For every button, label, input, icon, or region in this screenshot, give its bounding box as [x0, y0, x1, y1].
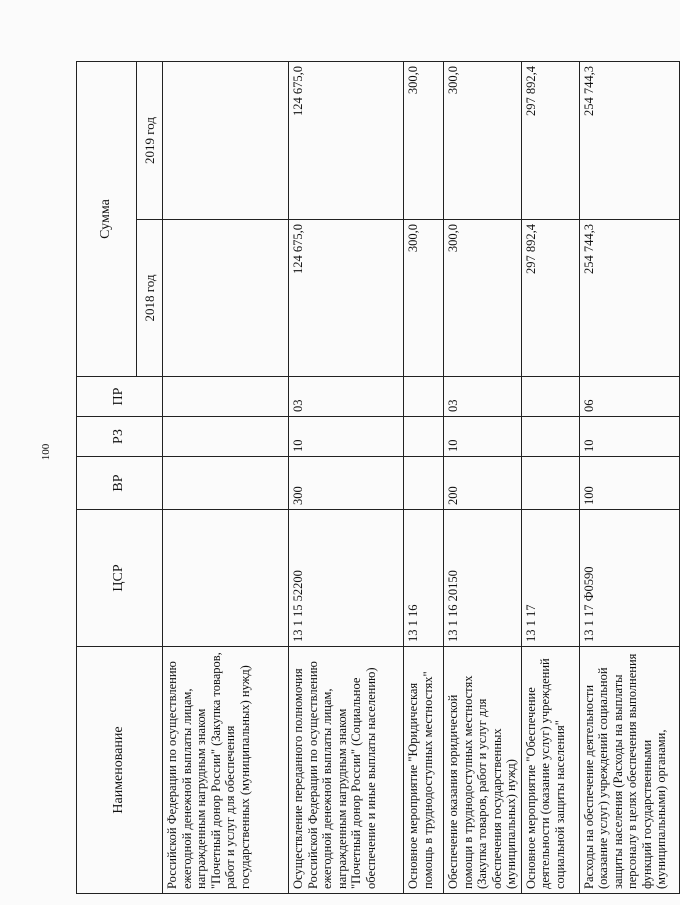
row-sum-2018: 254 744,3: [579, 220, 679, 377]
header-name: Наименование: [77, 647, 163, 894]
row-sum-2019: 297 892,4: [521, 62, 579, 220]
table-row: [579, 62, 679, 894]
table-row: [289, 62, 404, 894]
row-name: Основное мероприятие "Обеспечение деятельности (оказание услуг) учреждений социальной защиты населения": [521, 647, 579, 894]
row-rz: [521, 417, 579, 457]
header-2018: 2018 год: [137, 220, 163, 377]
row-sum-2018: 300,0: [444, 220, 522, 377]
row-sum-2019: 300,0: [444, 62, 522, 220]
row-rz: [163, 417, 289, 457]
row-sum-2019: 124 675,0: [289, 62, 404, 220]
row-sum-2019: [163, 62, 289, 220]
row-vr: 200: [444, 457, 522, 510]
table-row: [404, 62, 444, 894]
row-vr: 100: [579, 457, 679, 510]
row-sum-2019: 300,0: [404, 62, 444, 220]
row-name: Основное мероприятие "Юридическая помощь в труднодоступных местностях": [404, 647, 444, 894]
header-pr: ПР: [77, 377, 163, 417]
row-rz: [404, 417, 444, 457]
row-sum-2019: 254 744,3: [579, 62, 679, 220]
row-pr: 03: [289, 377, 404, 417]
row-vr: [163, 457, 289, 510]
row-csr: 13 1 16: [404, 510, 444, 647]
rotated-page-content: [76, 62, 668, 894]
row-csr: 13 1 17: [521, 510, 579, 647]
header-vr: ВР: [77, 457, 163, 510]
row-rz: 10: [444, 417, 522, 457]
row-pr: [163, 377, 289, 417]
row-csr: 13 1 17 Ф0590: [579, 510, 679, 647]
table-row: [163, 62, 289, 894]
row-name: Осуществление переданного полномочия Российской Федерации по осуществлению ежегодной денежной выплаты лицам, награжденным нагрудным знаком "Почетный донор России" (Социальное обеспечение и иные выплаты населению): [289, 647, 404, 894]
row-vr: [404, 457, 444, 510]
header-sum: Сумма: [77, 62, 137, 377]
row-pr: [521, 377, 579, 417]
page-number: 100: [40, 443, 52, 461]
row-name: Российской Федерации по осуществлению ежегодной денежной выплаты лицам, награжденным нагрудным знаком "Почетный донор России" (Закупка товаров, работ и услуг для обеспечения государственных (муниципальных) нужд): [163, 647, 289, 894]
header-2019: 2019 год: [137, 62, 163, 220]
budget-table: [76, 61, 680, 894]
row-name: Расходы на обеспечение деятельности (оказание услуг) учреждений социальной защиты населения (Расходы на выплаты персоналу в целях обеспечения выполнения функций государственными (муниципальными) органами,: [579, 647, 679, 894]
row-csr: 13 1 16 20150: [444, 510, 522, 647]
row-csr: [163, 510, 289, 647]
row-rz: 10: [579, 417, 679, 457]
header-rz: РЗ: [77, 417, 163, 457]
row-pr: 06: [579, 377, 679, 417]
table-row: [521, 62, 579, 894]
row-sum-2018: 300,0: [404, 220, 444, 377]
row-csr: 13 1 15 52200: [289, 510, 404, 647]
row-rz: 10: [289, 417, 404, 457]
row-pr: [404, 377, 444, 417]
row-sum-2018: 297 892,4: [521, 220, 579, 377]
row-sum-2018: [163, 220, 289, 377]
row-vr: 300: [289, 457, 404, 510]
row-vr: [521, 457, 579, 510]
row-sum-2018: 124 675,0: [289, 220, 404, 377]
row-pr: 03: [444, 377, 522, 417]
row-name: Обеспечение оказания юридической помощи в труднодоступных местностях (Закупка товаров, работ и услуг для обеспечения государственных (муниципальных) нужд): [444, 647, 522, 894]
header-csr: ЦСР: [77, 510, 163, 647]
table-row: [444, 62, 522, 894]
